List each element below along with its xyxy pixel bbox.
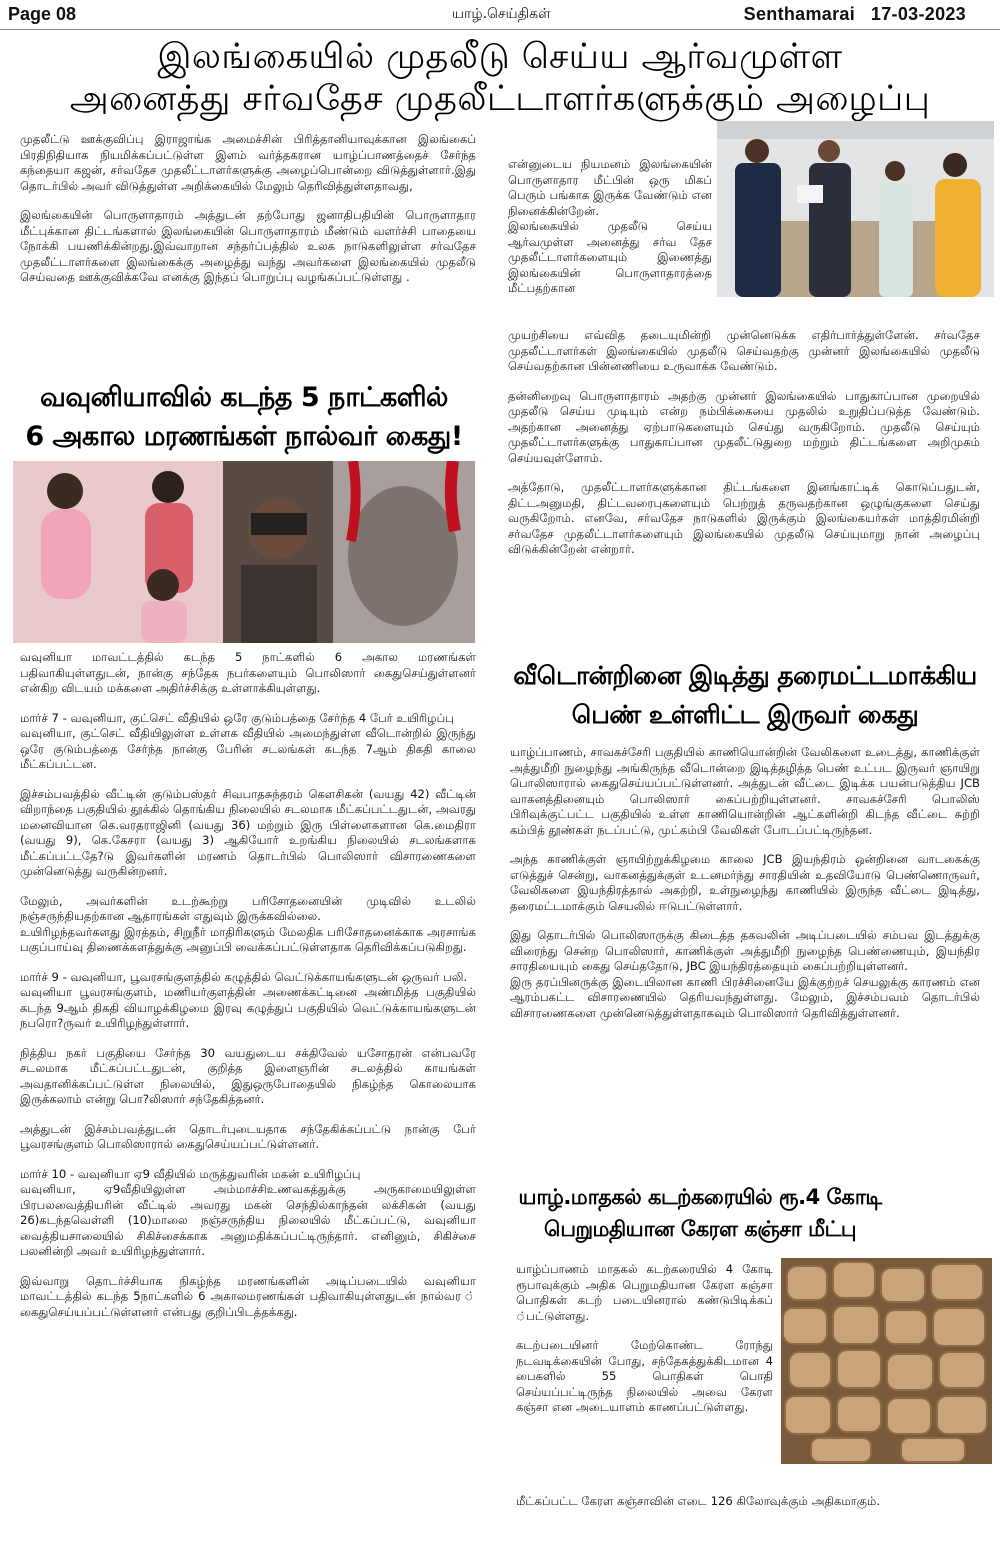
vavuniya-headline-line2: 6 அகால மரணங்கள் நால்வர் கைது! [25,421,463,452]
article2-para: வவுனியா, குட்செட் வீதியிலுள்ள உள்ளக வீதியில் அமைந்துள்ள வீடொன்றில் இருந்து ஒரே குடும்பத்தை சேர்ந்த நான்கு பேரின் சடலங்கள் கடந்த 7ஆம் திகதி காலை மீட்கப்பட்டன. [20,726,476,771]
article2-para: அத்துடன் இச்சம்பவத்துடன் தொடர்புடையதாக சந்தேகிக்கப்பட்டு நான்கு பேர் பூவரசங்குளம் பொலிஸாரால் கைதுசெய்யப்பட்டுள்ளனர். [20,1121,476,1151]
article2-para: வவுனியா பூவரசங்குளம், மணியர்குளத்தின் அணைக்கட்டினை அண்மித்த பகுதியில் கடந்த 9ஆம் திகதி வியாழக்கிழமை இரவு கழுத்துப் பகுதியில் வெட்டுக்காயங்களுடன் நபரொ?ருவர் உயிரிழந்துள்ளார். [20,985,476,1030]
article1-beside-photo [508,157,712,297]
article1-para: முதலீட்டு ஊக்குவிப்பு இராஜாங்க அமைச்சின் பிரித்தானியாவுக்கான இலங்கைப் பிரதிநிதியாக நியமிக்கப்பட்டுள்ள இளம் வர்த்தகரான யாழ்ப்பாணத்தைச் சேர்ந்த கந்தையா கஜன், சர்வதேச முதலீட்டாளர்களுக்கு அழைப்பொன்றை விடுத்துள்ளார்.இது தொடர்பில் அவர் விடுத்துள்ள அறிக்கையில் மேலும் தெரிவித்துள்ளதாவது, [20,132,476,193]
demolition-headline-line1: வீடொன்றினை இடித்து தரைமட்டமாக்கிய [513,661,977,690]
article1-para: என்னுடைய நியமனம் இலங்கையின் பொருளாதார மீட்பின் ஒரு மிகப் பெரும் பங்காக இருக்க வேண்டும் என நினைக்கின்றேன். [508,157,712,218]
demolition-headline-line2: பெண் உள்ளிட்ட இருவர் கைது [571,700,919,729]
article2-para: மார்ச் 7 - வவுனியா, குட்செட் வீதியில் ஒரே குடும்பத்தை சேர்ந்த 4 பேர் உயிரிழப்பு [20,710,454,725]
vavuniya-headline [13,378,475,456]
article2-para: வவுனியா மாவட்டத்தில் கடந்த 5 நாட்களில் 6 அகால மரணங்கள் பதிவாகியுள்ளதுடன், நான்கு சந்தேக நபர்களையும் பொலிஸார் கைதுசெய்துள்ளனர் என்கிற விடயம் மக்களை அதிர்ச்சிக்கு உள்ளாக்கியுள்ளது. [20,650,476,695]
edition-name: Senthamarai [743,4,856,24]
seized-ganja-photo [781,1258,992,1464]
demolition-headline [500,656,990,734]
ganja-packages-illustration [781,1258,992,1464]
article3-para: இரு தரப்பினருக்கு இடையிலான காணி பிரச்சினையே இக்குற்றச் செயலுக்கு காரணம் என ஆரம்பகட்ட விசாரணையில் தெரியவந்துள்ளது. மேலும், இச்சம்பவம் தொடர்பில் விசாரணைகளை முன்னெடுத்துள்ளதாகவும் பொலிஸார் தெரிவித்துள்ளனர். [510,974,980,1020]
victims-photo-illustration [13,461,475,643]
article1-para: இலங்கையில் முதலீடு செய்ய ஆர்வமுள்ள அனைத்து சர்வ தேச முதலீட்டாளர்களையும் இணைத்து இலங்கையின் பொருளாதாரத்தை மீட்பதற்கான [508,219,712,295]
appointment-photo-illustration [717,121,994,297]
article4-para: மீட்கப்பட்ட கேரள கஞ்சாவின் எடை 126 கிலோவுக்கும் அதிகமாகும். [516,1494,881,1508]
article4-footer-text [516,1494,986,1510]
article2-para: இவ்வாறு தொடர்ச்சியாக நிகழ்ந்த மரணங்களின் அடிப்படையில் வவுனியா மாவட்டத்தில் கடந்த 5நாட்களில் 6 அகாலமரணங்கள் பதிவாகியுள்ளதுடன் நால்வர ் கைதுசெய்யப்பட்டுள்ளனர் என்பது குறிப்பிடத்தக்கது. [20,1273,476,1319]
article3-body [510,745,980,1021]
article2-para: உயிரிழந்தவர்களது இரத்தம், சிறுநீர் மாதிரிகளும் மேலதிக பரிசோதனைக்காக அரசாங்க பகுப்பாய்வு திணைக்களத்துக்கு அனுப்பி வைக்கப்பட்டுள்ளதாக தெரிவிக்கப்படுகிறது. [20,924,476,954]
page-number: Page 08 [8,4,77,24]
main-headline [20,36,980,120]
article2-para: இச்சம்பவத்தில் வீட்டின் குடும்பஸ்தர் சிவபாதசுந்தரம் கௌசிகன் (வயது 42) வீட்டின் விறாந்தை பகுதியில் தூக்கில் தொங்கிய நிலையில் சடலமாக மீட்கப்பட்டதுடன், அவரது மனைவியான கெ.வரதராஜினி (வயது 36) மற்றும் இரு பிள்ளைகளான கெ.மைதிரா (வயது 9), கெ.கேசரா (வயது 3) ஆகியோர் உறங்கிய நிலையில் சடலங்களாக மீட்கப்பட்டதே?டு இவர்களின் மரணம் தொடர்பில் பொலிஸார் விசாரணைகளை முன்னெடுத்து வருகின்றனர். [20,786,476,878]
article3-para: யாழ்ப்பாணம், சாவகச்சேரி பகுதியில் காணியொன்றின் வேலிகளை உடைத்து, காணிக்குள் அத்துமீறி நுழைந்து அங்கிருந்த வீடொன்றை இடித்தழித்த பெண் உட்பட இருவர் ஞாயிறு பொலிஸாரால் கைதுசெய்யப்பட்டுள்ளனர். அத்துடன் வீட்டை இடிக்க பயன்படுத்திய JCB வாகனத்தினையும் பொலிஸார் கைப்பற்றியுள்ளனர். சாவகச்சேரி பொலிஸ் பிரிவுக்குட்பட்ட பகுதியில் உள்ள காணியொன்றின் ஆட்களின்றி கிடந்த வீட்டை சுற்றி கம்பித் தூண்கள் நடப்பட்டு, முட்கம்பி வேலிகள் போடப்பட்டிருந்தன. [510,745,980,837]
article2-para: மார்ச் 9 - வவுனியா, பூவரசங்குளத்தில் கழுத்தில் வெட்டுக்காயங்களுடன் ஒருவர் பலி. [20,969,468,984]
article2-para: வவுனியா, ஏ9வீதியிலுள்ள அம்மாச்சிஉணவகத்துக்கு அருகாமையிலுள்ள பிரபலவைத்தியரின் வீட்டில் அவரது மகன் செந்தில்காந்தன் லக்சிகன் (வயது 26)கடந்தவெள்ளி (10)மாலை நஞ்சருந்திய நிலையில் மீட்கப்பட்டு, வவுனியா வைத்தியசாலையில் சிகிச்சைக்காக அனுமதிக்கப்பட்டிருந்தார். எனினும், சிகிச்சை பலனின்றி அவர் உயிரிழந்துள்ளார். [20,1182,476,1258]
ganja-headline-line1: யாழ்.மாதகல் கடற்கரையில் ரூ.4 கோடி [518,1185,882,1209]
article1-para: இலங்கையின் பொருளாதாரம் அத்துடன் தற்போது ஜனாதிபதியின் பொருளாதார மீட்புக்கான திட்டங்களால் இலங்கையின் பொருளாதாரம் மீண்டும் வளர்ச்சி பாதையை நோக்கி பயணிக்கின்றது.இவ்வாறான சந்தர்ப்பத்தில் உலக நாடுகளிலுள்ள சர்வதேச முதலீட்டாளர்களை இலங்கைக்கு அழைத்து வந்து அவர்களை இலங்கையில் முதலீடு செய்வதை ஊக்குவிக்கவே எனக்கு இந்தப் பொறுப்பு வழங்கப்பட்டுள்ளது . [20,208,476,284]
article1-para: முயற்சியை எவ்வித தடையுமின்றி முன்னெடுக்க எதிர்பார்த்துள்ளேன். சர்வதேச முதலீட்டாளர்கள் இலங்கையில் முதலீடு செய்வதற்கு முன்னர் இலங்கையில் முதலீடு செய்வதற்கான பின்னணியை உருவாக்க வேண்டும். [508,328,980,373]
vavuniya-headline-line1: வவுனியாவில் கடந்த 5 நாட்களில் [40,382,448,413]
article4-para: யாழ்ப்பாணம் மாதகல் கடற்கரையில் 4 கோடி ரூபாவுக்கும் அதிக பெறுமதியான கேரள கஞ்சா பொதிகள் கடற் படையினரால் கண்டுபிடிக்கப் ்பட்டுள்ளது. [516,1262,773,1323]
article3-para: இது தொடர்பில் பொலிஸாருக்கு கிடைத்த தகவலின் அடிப்படையில் சம்பவ இடத்துக்கு விரைந்து சென்ற பொலிஸார், காணிக்குள் அத்துமீறி நுழைந்த பெண்ணையும், இயந்திர சாரதியையும் கைது செய்ததோடு, JBC இயந்திரத்தையும் கைப்பற்றியுள்ளனர். [510,928,981,973]
article2-para: மார்ச் 10 - வவுனியா ஏ9 வீதியில் மருத்துவரின் மகன் உயிரிழப்பு [20,1166,361,1181]
article1-right-column [508,328,980,558]
page-header [0,0,1000,30]
article2-para: நித்திய நகர் பகுதியை சேர்ந்த 30 வயதுடைய சக்திவேல் யசோதரன் என்பவரே சடலமாக மீட்கப்பட்டதுடன், குறித்த இளைஞரின் சடலத்தில் காயங்கள் அவதானிக்கப்பட்டுள்ள நிலையில், இதுஒருபோதையில் நிகழ்ந்த கொலையாக இருக்கலாம் என்று பொ?லிஸார் சந்தேகித்தனர். [20,1045,476,1106]
main-headline-line2: அனைத்து சர்வதேச முதலீட்டாளர்களுக்கும் அழைப்பு [69,79,931,119]
article4-beside-photo [516,1262,773,1416]
victims-photo-collage [13,461,475,643]
ganja-headline-line2: பெறுமதியான கேரள கஞ்சா மீட்பு [544,1217,856,1241]
issue-date: 17-03-2023 [870,4,966,24]
article3-para: அந்த காணிக்குள் ஞாயிற்றுக்கிழமை காலை JCB இயந்திரம் ஒன்றினை வாடகைக்கு எடுத்துச் சென்று, வாகனத்துக்குள் உடனமர்ந்து சாரதியின் உதவியோடு பெண்ணொருவர், வேலிகளை இயந்திரத்தால் அகற்றி, உள்நுழைந்து காணியில் இருந்த வீட்டை இடித்து, தரைமட்டமாக்கும் செயலில் ஈடுபட்டுள்ளார். [510,852,980,913]
article4-para: கடற்படையினர் மேற்கொண்ட ரோந்து நடவடிக்கையின் போது, சந்தேகத்துக்கிடமான 4 பைகளில் 55 பொதிகள் பொதி செய்யப்பட்டிருந்த நிலையில் அவை கேரள கஞ்சா என அடையாளம் காணப்பட்டுள்ளது. [516,1338,773,1414]
article1-para: தன்னிறைவு பொருளாதாரம் அதற்கு முன்னர் இலங்கையில் பாதுகாப்பான முறையில் முதலீடு செய்ய முடியும் என்ற நம்பிக்கையை முதலில் உறுதிப்படுத்த வேண்டும். அதற்கான அனைத்து ஏற்பாடுகளையும் செய்து வருகிறோம். முதலீடு செய்யும் முதலீட்டாளர்களுக்கு பாதுகாப்பான முதலீட்டுதுறை மற்றும் திட்டங்களை அறிமுகம் செய்யவுள்ளோம். [508,388,980,465]
article1-para: அத்தோடு, முதலீட்டாளர்களுக்கான திட்டங்களை இனங்காட்டிக் கொடுப்பதுடன், திட்டஅனுமதி, திட்டவரைபுகளையும் பெற்றுத் தருவதற்கான ஒழுங்குகளை செய்து வருகிறோம். எனவே, சர்வதேச நாடுகளில் இருக்கும் இலங்கையர்கள் மாத்திரமின்றி சர்வதேச முதலீட்டாளர்களையும் இலங்கையில் முதலீடு செய்யுமாறு நான் அழைப்பு விடுக்கின்றேன் என்றார். [508,480,980,556]
edition-date [744,4,966,25]
publication-name: யாழ்.செய்திகள் [452,6,551,22]
article2-para: மேலும், அவர்களின் உடற்கூற்று பரிசோதனையின் முடிவில் உடலில் நஞ்சருந்தியதற்கான ஆதாரங்கள் எதுவும் இருக்கவில்லை. [20,893,476,923]
main-headline-line1: இலங்கையில் முதலீடு செய்ய ஆர்வமுள்ள [157,37,843,77]
ganja-headline [500,1181,900,1245]
article2-body [20,650,476,1320]
article1-left-column [20,132,476,286]
appointment-meeting-photo [717,121,994,297]
